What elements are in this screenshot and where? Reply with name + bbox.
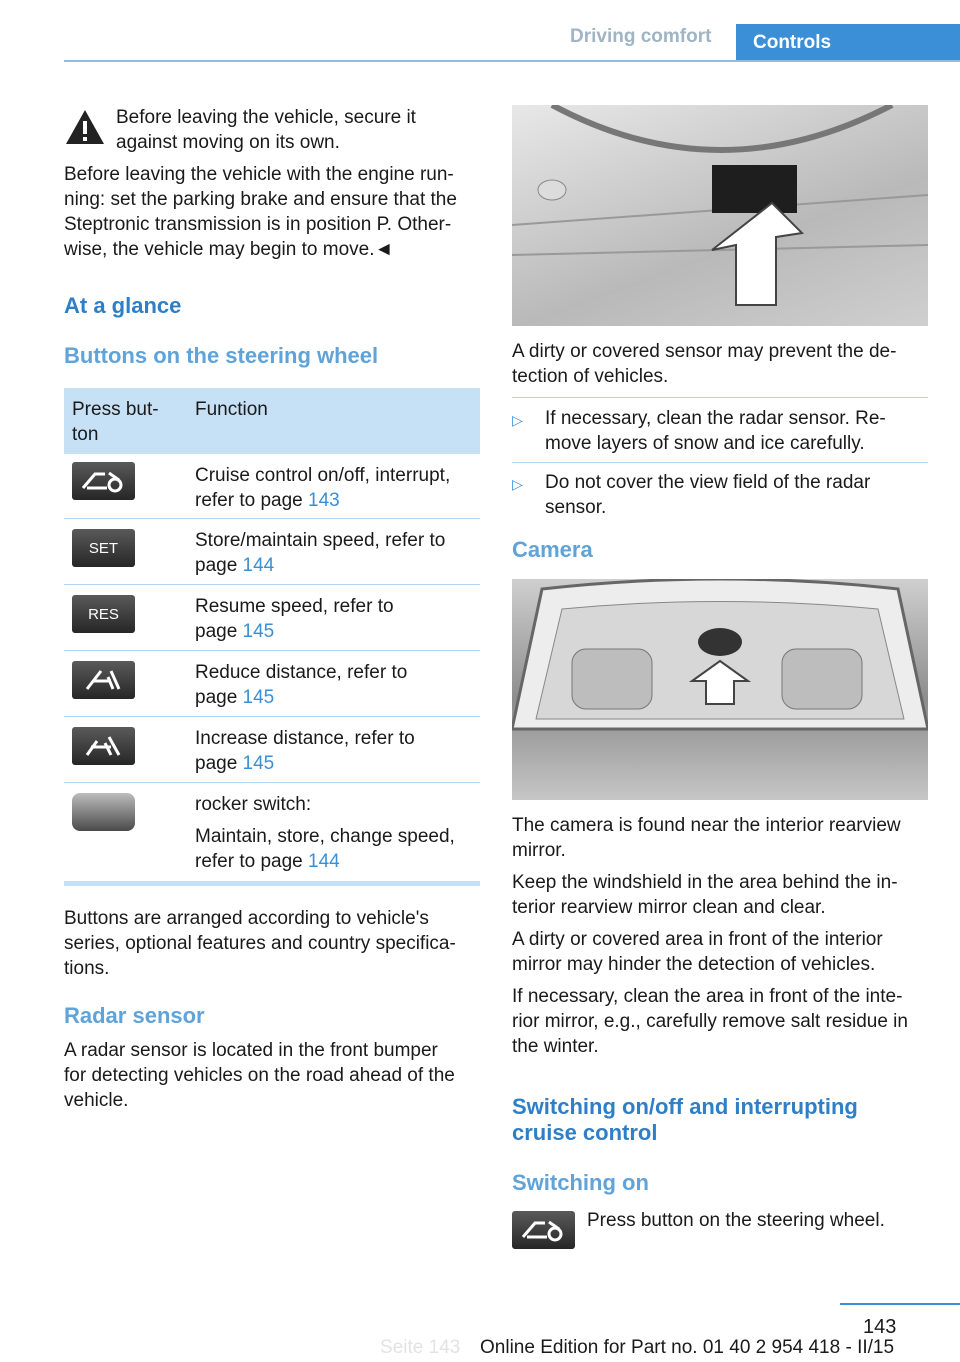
table-row [64,717,480,783]
camera-para-2a: Keep the windshield in the area behind the in- [512,872,898,893]
table-row [64,519,480,585]
table-header [64,388,480,454]
page-link[interactable]: 144 [242,555,275,576]
table-row [64,454,480,519]
table-row [64,585,480,651]
triangle-bullet-icon: ▷ [512,476,523,492]
after-table-1: Buttons are arranged according to vehicle's [64,908,429,929]
page-link[interactable]: 143 [308,490,340,511]
row-text-1: Cruise control on/off, interrupt, [195,465,451,486]
camera-para-3b: mirror may hinder the detection of vehicles. [512,954,876,975]
page-link[interactable]: 145 [242,753,275,774]
bullet-text: If necessary, clean the radar sensor. Re- [545,408,886,429]
switching-on-heading: Switching on [512,1170,649,1195]
bullet-text: move layers of snow and ice carefully. [545,433,865,454]
col-press-button-b: ton [72,424,99,445]
camera-image [512,579,928,800]
table-row [64,783,480,881]
row-text-1: Store/maintain speed, refer to [195,530,446,551]
col-press-button-a: Press but- [72,399,159,420]
row-text-2: page [195,555,243,576]
switching-on-text: Press button on the steering wheel. [587,1210,885,1231]
col-function: Function [195,399,268,420]
camera-para-4a: If necessary, clean the area in front of the inte- [512,986,903,1007]
warning-line-2: against moving on its own. [116,132,340,153]
switching-heading-line-2: cruise control [512,1120,658,1145]
radar-text-1: A radar sensor is located in the front bumper [64,1040,438,1061]
warning-text-1: Before leaving the vehicle with the engine run- [64,164,454,185]
after-table-3: tions. [64,958,110,979]
camera-para-4c: the winter. [512,1036,599,1057]
footer-rule [840,1303,960,1305]
camera-para-2b: terior rearview mirror clean and clear. [512,897,826,918]
warning-icon [64,108,106,146]
row-text-1: Reduce distance, refer to [195,662,408,683]
buttons-heading: Buttons on the steering wheel [64,343,379,368]
camera-para-4b: rior mirror, e.g., carefully remove salt residue in [512,1011,908,1032]
camera-heading: Camera [512,537,593,562]
page-link[interactable]: 144 [308,851,340,872]
res-icon: RES [72,595,135,633]
row-text-1: Increase distance, refer to [195,728,415,749]
row-text-1: Maintain, store, change speed, [195,826,455,847]
camera-para-1b: mirror. [512,840,566,861]
row-text-2: refer to page [195,851,309,872]
bullet-text: sensor. [545,497,607,518]
bullet-text: Do not cover the view field of the radar [545,472,871,493]
camera-para-3a: A dirty or covered area in front of the interior [512,929,883,950]
bullet-rule [512,397,928,398]
page-number: 143 [863,1316,897,1338]
header-rule [64,60,960,62]
radar-bullets [512,406,928,520]
at-a-glance-heading: At a glance [64,293,182,318]
rocker-switch-icon [72,793,135,831]
row-text-2: page [195,621,243,642]
radar-sensor-image [512,105,928,326]
increase-distance-icon [72,727,135,765]
camera-para-1a: The camera is found near the interior rearview [512,815,901,836]
cruise-on-off-icon [512,1211,575,1249]
page-link[interactable]: 145 [242,621,275,642]
buttons-table [64,388,480,886]
radar-text-3: vehicle. [64,1090,129,1111]
page-link[interactable]: 145 [242,687,275,708]
radar-text-2: for detecting vehicles on the road ahead of the [64,1065,455,1086]
watermark: Seite 143 [380,1337,461,1358]
triangle-bullet-icon: ▷ [512,412,523,428]
row-text-2: refer to page [195,490,309,511]
section-title: Driving comfort [570,26,712,47]
cruise-on-off-icon [72,462,135,500]
after-table-2: series, optional features and country specifica- [64,933,456,954]
switching-heading-line-1: Switching on/off and interrupting [512,1094,858,1119]
warning-text-3: Steptronic transmission is in position P. Other- [64,214,452,235]
table-end-rule [64,881,480,886]
radar-caption-1: A dirty or covered sensor may prevent the de- [512,341,897,362]
reduce-distance-icon [72,661,135,699]
warning-text-2: ning: set the parking brake and ensure that the [64,189,457,210]
chapter-tab: Controls [736,24,960,62]
footer-edition: Online Edition for Part no. 01 40 2 954 418 - II/15 [480,1337,895,1358]
warning-line-1: Before leaving the vehicle, secure it [116,107,416,128]
warning-text-4: wise, the vehicle may begin to move.◄ [64,239,394,260]
row-text-1: Resume speed, refer to [195,596,394,617]
row-text-0: rocker switch: [195,794,312,815]
list-item [512,470,928,520]
table-row [64,651,480,717]
bullet-rule [512,462,928,463]
radar-caption-2: tection of vehicles. [512,366,669,387]
row-text-2: page [195,687,243,708]
radar-heading: Radar sensor [64,1003,205,1028]
list-item [512,406,928,456]
set-icon: SET [72,529,135,567]
row-text-2: page [195,753,243,774]
switching-heading [512,1094,858,1146]
